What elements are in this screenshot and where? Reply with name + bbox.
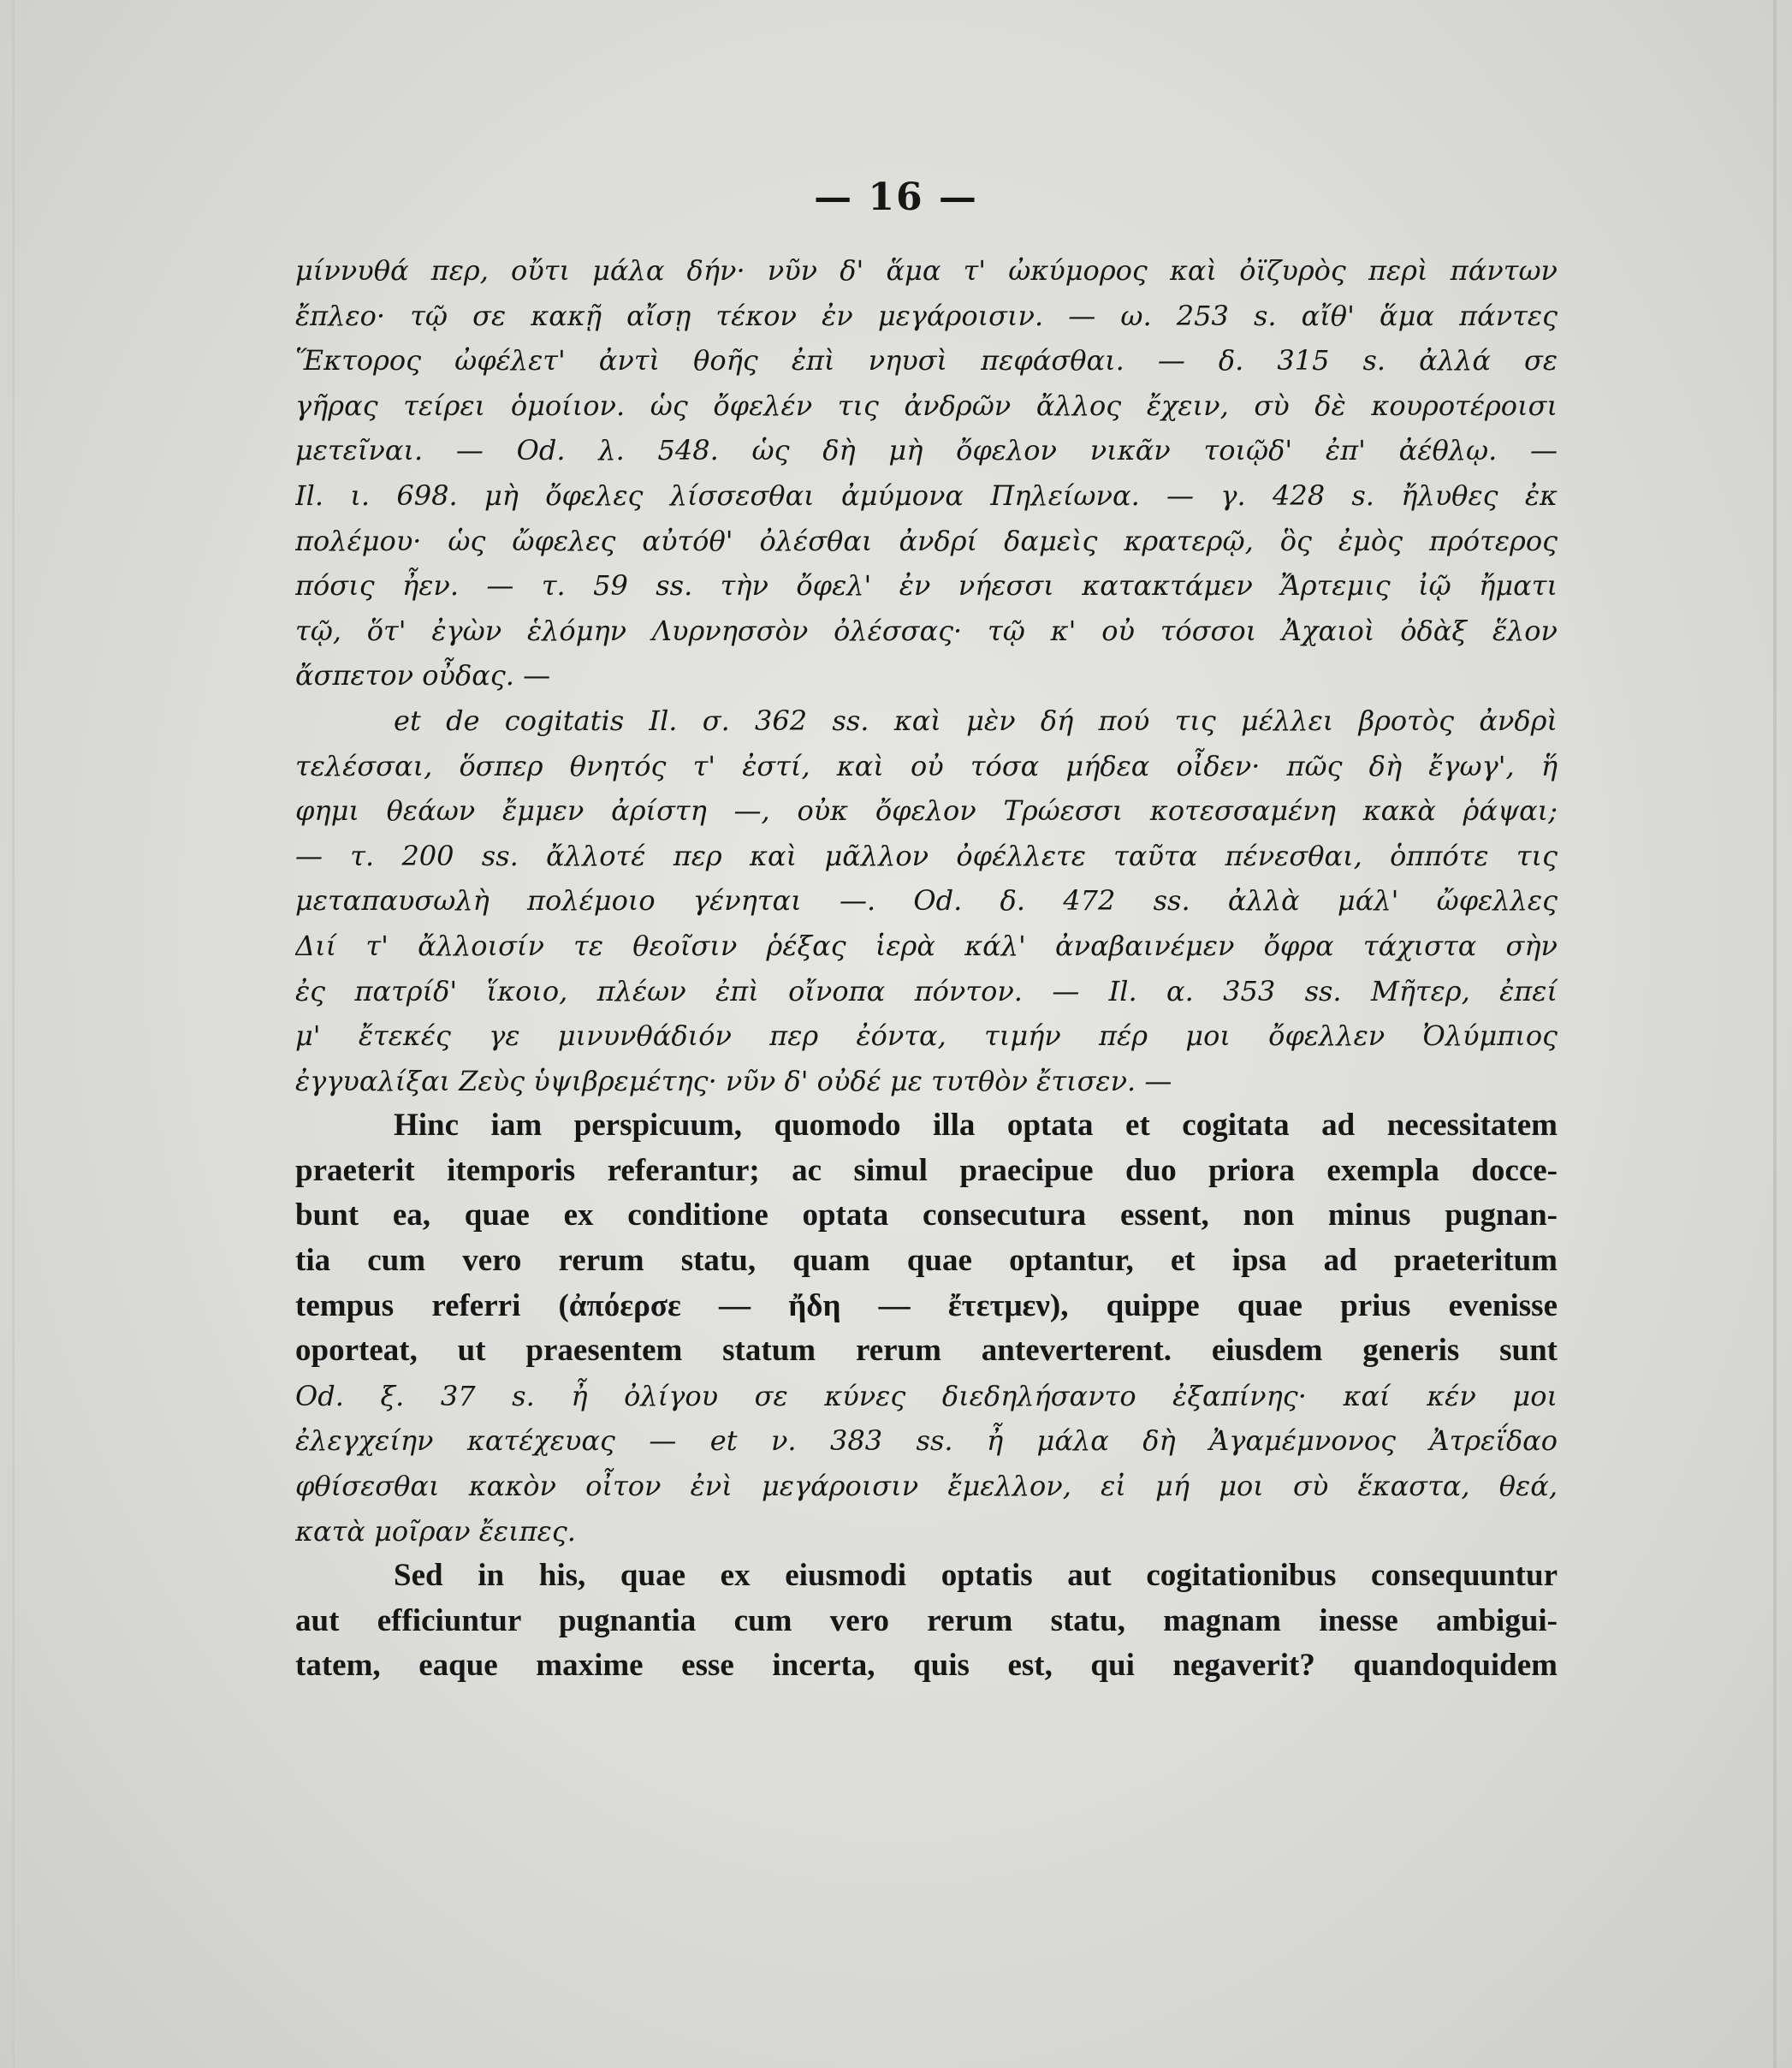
text-line: ἐγγυαλίξαι Ζεὺς ὑψιβρεμέτης· νῦν δ' οὐδέ με τυτθὸν ἔτισεν. — (295, 1064, 1172, 1097)
text-line: praeterit itemporis referantur; ac simul praecipue duo priora exempla docce- (295, 1152, 1558, 1188)
text-line: oporteat, ut praesentem statum rerum anteverterent. eiusdem generis sunt (295, 1333, 1558, 1369)
text-line: Hinc iam perspicuum, quomodo illa optata et cogitata ad necessitatem (394, 1108, 1558, 1144)
text-line: Sed in his, quae ex eiusmodi optatis aut cogitationibus consequuntur (394, 1558, 1558, 1594)
page-edge-right (1773, 0, 1777, 2068)
text-line: ἐλεγχείην κατέχευας — et ν. 383 ss. ἦ μάλα δὴ Ἀγαμέμνονος Ἀτρεΐδαο (295, 1424, 1558, 1458)
text-line: Ἕκτορος ὠφέλετ' ἀντὶ θοῆς ἐπὶ νηυσὶ πεφάσθαι. — δ. 315 s. ἀλλά σε (295, 344, 1558, 377)
text-line: μ' ἔτεκές γε μινυνθάδιόν περ ἐόντα, τιμήν πέρ μοι ὄφελλεν Ὀλύμπιος (295, 1019, 1558, 1053)
text-line: φθίσεσθαι κακὸν οἶτον ἐνὶ μεγάροισιν ἔμελλον, εἰ μή μοι σὺ ἕκαστα, θεά, (295, 1470, 1558, 1503)
text-line: Od. ξ. 37 s. ἦ ὀλίγου σε κύνες διεδηλήσαντο ἐξαπίνης· καί κέν μοι (295, 1379, 1558, 1412)
text-line: ἐς πατρίδ' ἵκοιο, πλέων ἐπὶ οἴνοπα πόντον. — Il. α. 353 ss. Μῆτερ, ἐπεί (295, 974, 1558, 1007)
text-line: γῆρας τείρει ὁμοίιον. ὡς ὄφελέν τις ἀνδρῶν ἄλλος ἔχειν, σὺ δὲ κουροτέροισι (295, 389, 1558, 422)
text-line: ἄσπετον οὖδας. — (295, 659, 551, 692)
text-line: τελέσσαι, ὅσπερ θνητός τ' ἐστί, καὶ οὐ τόσα μήδεα οἶδεν· πῶς δὴ ἔγωγ', ἥ (295, 749, 1558, 782)
text-line: tia cum vero rerum statu, quam quae optantur, et ipsa ad praeteritum (295, 1243, 1558, 1279)
text-line: ἔπλεο· τῷ σε κακῇ αἴσῃ τέκον ἐν μεγάροισιν. — ω. 253 s. αἴθ' ἅμα πάντες (295, 299, 1558, 332)
text-line: μεταπαυσωλὴ πολέμοιο γένηται —. Od. δ. 472 ss. ἀλλὰ μάλ' ὤφελλες (295, 884, 1558, 918)
text-line: Il. ι. 698. μὴ ὄφελες λίσσεσθαι ἀμύμονα Πηλείωνα. — γ. 428 s. ἤλυθες ἐκ (295, 478, 1558, 512)
text-line: aut efficiuntur pugnantia cum vero rerum statu, magnam inesse ambigui- (295, 1602, 1558, 1638)
page-edge-left (12, 0, 15, 2068)
text-line: πόσις ἦεν. — τ. 59 ss. τὴν ὄφελ' ἐν νήεσσι κατακτάμεν Ἄρτεμις ἰῷ ἤματι (295, 569, 1558, 603)
text-line: κατὰ μοῖραν ἔειπες. (295, 1514, 576, 1548)
body-text (295, 248, 1558, 1689)
text-line: tempus referri (ἀπόερσε — ἤδη — ἔτετμεν), quippe quae prius evenisse (295, 1287, 1558, 1323)
text-line: tatem, eaque maxime esse incerta, quis est, qui negaverit? quandoquidem (295, 1648, 1558, 1684)
text-line: bunt ea, quae ex conditione optata consecutura essent, non minus pugnan- (295, 1197, 1558, 1233)
text-line: — τ. 200 ss. ἄλλοτέ περ καὶ μᾶλλον ὀφέλλετε ταῦτα πένεσθαι, ὁππότε τις (295, 839, 1558, 872)
text-line: πολέμου· ὡς ὤφελες αὐτόθ' ὀλέσθαι ἀνδρί δαμεὶς κρατερῷ, ὃς ἐμὸς πρότερος (295, 524, 1558, 557)
page-number: — 16 — (814, 175, 978, 219)
text-line: τῷ, ὅτ' ἐγὼν ἑλόμην Λυρνησσὸν ὀλέσσας· τῷ κ' οὐ τόσσοι Ἀχαιοὶ ὀδὰξ ἕλον (295, 614, 1558, 647)
text-line: μετεῖναι. — Od. λ. 548. ὡς δὴ μὴ ὄφελον νικᾶν τοιῷδ' ἐπ' ἀέθλῳ. — (295, 434, 1558, 467)
text-line: μίννυθά περ, οὔτι μάλα δήν· νῦν δ' ἅμα τ' ὠκύμορος καὶ ὀϊζυρὸς περὶ πάντων (295, 254, 1558, 287)
text-line: et de cogitatis Il. σ. 362 ss. καὶ μὲν δή πού τις μέλλει βροτὸς ἀνδρὶ (394, 704, 1558, 737)
text-line: φημι θεάων ἔμμεν ἀρίστη —, οὐκ ὄφελον Τρώεσσι κοτεσσαμένη κακὰ ῥάψαι; (295, 794, 1558, 828)
text-line: Διί τ' ἄλλοισίν τε θεοῖσιν ῥέξας ἱερὰ κάλ' ἀναβαινέμεν ὄφρα τάχιστα σὴν (295, 929, 1558, 962)
